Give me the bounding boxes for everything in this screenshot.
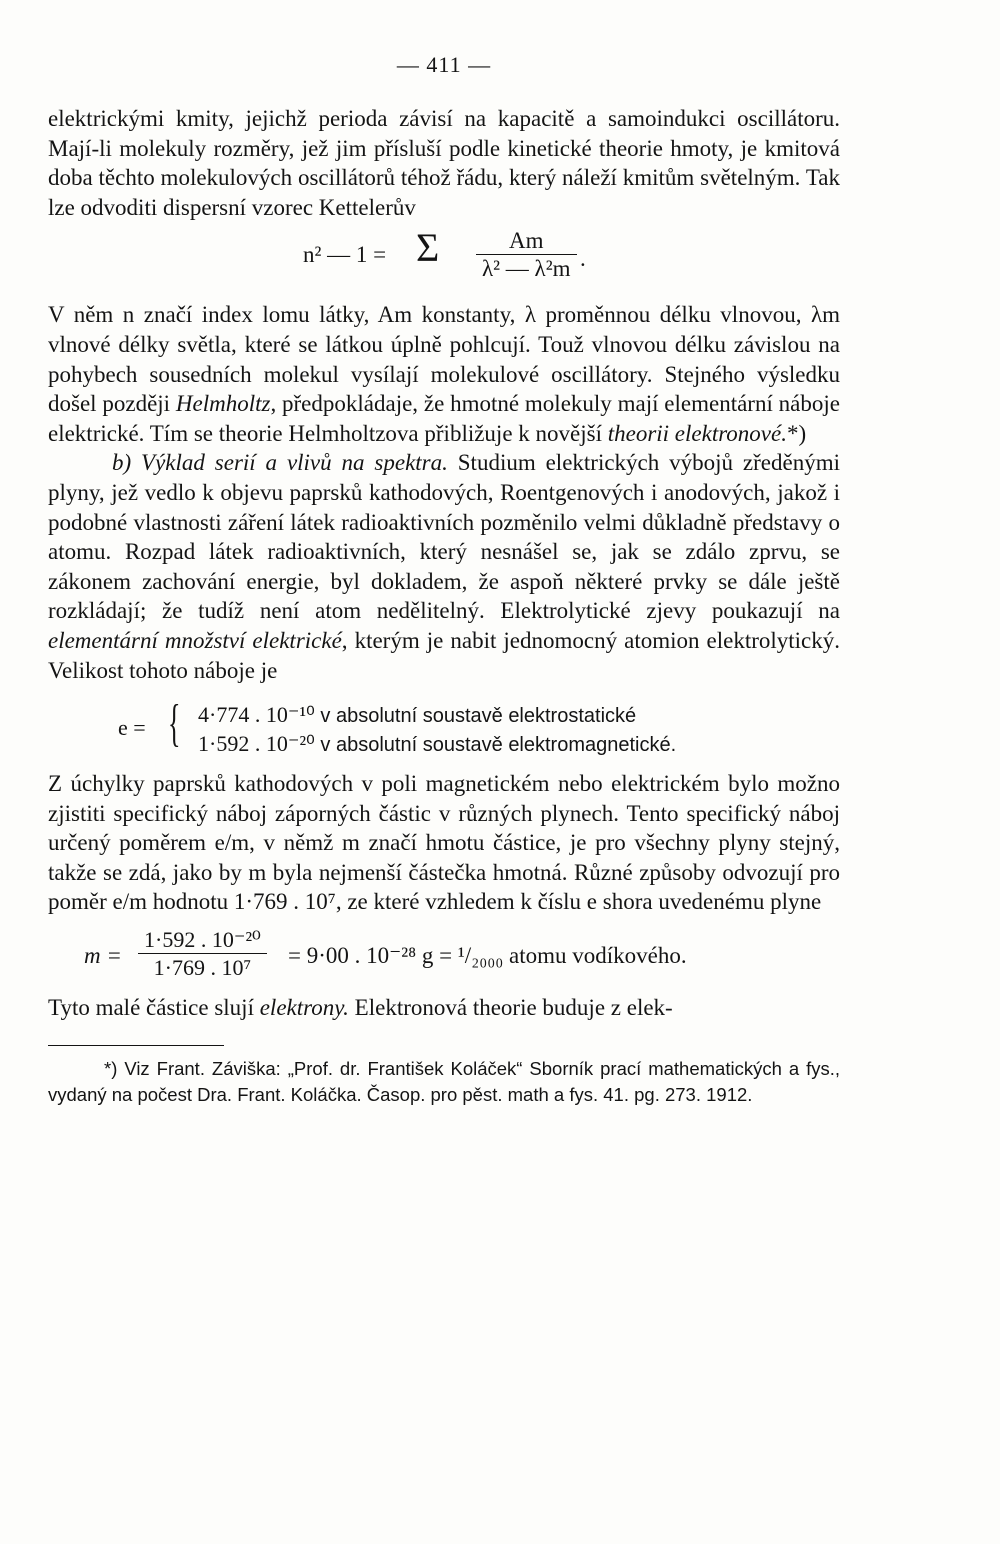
formula-mass [48,927,840,985]
paragraph-3-start: Studium elektrických výbojů zředěnými plyny, jež vedlo k objevu paprsků kathodových, Roentgenových i anodových, jakož i podobné vlastnosti záření látek radioaktivních pozměnilo velmi důkladně představy o atomu. Rozpad látek radioaktivních, který nesnášel se, jak se zdálo zprvu, se zákonem zachování energie, byl dokladem, že aspoň některé prvky se dále ještě rozkládají; že tudíž není atom nedělitelný. Elektrolytické zjevy poukazují na [48,450,840,624]
charge-row-2 [198,730,676,759]
charge-value-1: 4·774 . 10⁻¹⁰ [198,702,315,728]
mass-result: = 9·00 . 10⁻²⁸ g = ¹/₂₀₀₀ atomu vodíkového. [288,943,687,969]
page-number: — 411 — [396,52,492,77]
footnote: *) Viz Frant. Záviška: „Prof. dr. František Koláček“ Sborník prací mathematických a fys., vydaný na počest Dra. Frant. Koláčka. Časop. pro pěst. math a fys. 41. pg. 273. 1912. [48,1057,840,1105]
paragraph-2-start: V něm n značí index lomu látky, Am konstanty, λ proměnnou délku vlnovou, λm vlnové délky světla, které se látkou úplně pohlcují. Touž vlnovou délku závislou na pohybech sousedních molekul vysílají molekulové oscillátory. Stejného výsledku došel později [48,302,840,417]
formula-period: . [580,246,586,272]
formula-lhs: n² — 1 = [303,242,387,268]
section-title: Výklad serií a vlivů na spektra. [141,450,448,476]
page [48,52,840,1108]
helmholtz-name: Helmholtz [175,391,271,417]
charge-row-1 [198,701,676,730]
charge-unit-1: v absolutní soustavě elektrostatické [320,705,637,728]
paragraph-3-end: , kterým je nabit jednomocný atomion elektrolytický. Velikost tohoto náboje je [48,627,841,683]
paragraph-2-middle: , předpokládaje, že hmotné molekuly mají elementární náboje elektrické. Tím se theorie Helmholtzova přibližuje k novější [48,391,840,446]
curly-brace: { [168,695,181,753]
footnote-ref: *) [786,420,807,446]
charge-values [198,701,676,759]
charge-unit-2: v absolutní soustavě elektromagnetické. [320,734,677,757]
paragraph-5 [48,993,840,1023]
mass-numerator: 1·592 . 10⁻²⁰ [138,927,267,954]
theory-electron-italic: theorii elektronové. [607,420,787,446]
paragraph-5-start: Tyto malé částice slují [48,995,260,1021]
paragraph-2 [48,300,840,448]
sum-symbol: Σ [416,225,440,271]
mass-denominator: 1·769 . 10⁷ [153,955,252,981]
formula-charge [48,695,840,761]
electrons-italic: elektrony. [259,995,349,1021]
formula-numerator: Am [476,228,577,255]
formula-fraction [476,228,577,283]
section-label: b) [112,450,142,476]
formula-charge-lhs: e = [118,715,146,741]
footnote-divider [48,1045,224,1046]
mass-fraction [138,927,267,982]
formula-denominator: λ² — λ²m [482,256,571,282]
elementary-quantity-italic: elementární množství elektrické [48,627,342,653]
paragraph-3 [48,448,840,685]
charge-value-2: 1·592 . 10⁻²⁰ [198,731,315,757]
paragraph-5-end: Elektronová theorie buduje z elek- [348,995,673,1021]
formula-ketteler [48,225,840,292]
paragraph-1: elektrickými kmity, jejichž perioda závisí na kapacitě a samoindukci oscillátoru. Mají-li molekuly rozměry, jež jim přísluší podle kinetické theorie hmoty, je kmitová doba těchto molekulových oscillátorů téhož řádu, který náleží kmitům světelným. Tak lze odvoditi dispersní vzorec Kettelerův [48,106,840,220]
formula-mass-lhs: m = [84,943,122,969]
paragraph-4: Z úchylky paprsků kathodových v poli magnetickém nebo elektrickém bylo možno zjistiti specifický náboj záporných částic v různých plynech. Tento specifický náboj určený poměrem e/m, v němž m značí hmotu částice, je pro všechny plyny stejný, takže se zdá, jako by m byla nejmenší částečka hmotná. Různé způsoby odvozují pro poměr e/m hodnotu 1·769 . 10⁷, ze které vzhledem k číslu e shora uvedenému plyne [48,771,840,915]
